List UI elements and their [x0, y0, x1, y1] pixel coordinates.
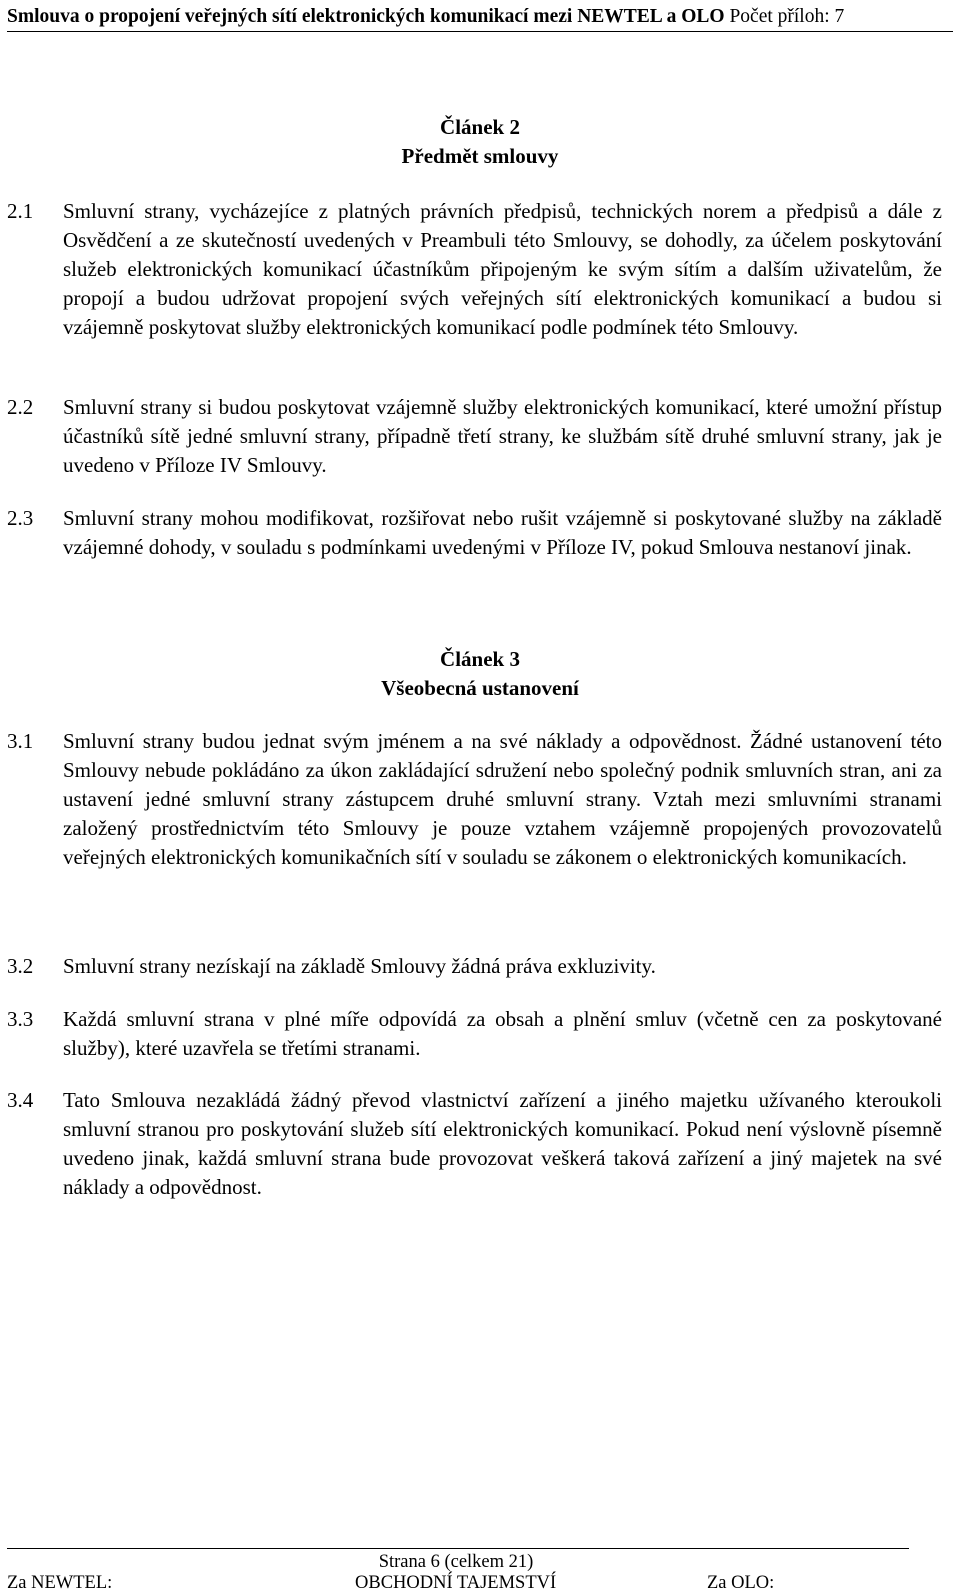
- paragraph-2-3: [7, 504, 942, 562]
- paragraph-number: 2.2: [7, 395, 34, 419]
- paragraph-text: Smluvní strany si budou poskytovat vzájemně služby elektronických komunikací, které umožní přístup účastníků sítě jedné smluvní strany, případně třetí strany, ke službám sítě druhé smluvní strany, jak je uvedeno v Příloze IV Smlouvy.: [63, 395, 942, 477]
- paragraph-3-1: [7, 727, 942, 872]
- article-3-label: Článek 3: [440, 647, 520, 671]
- paragraph-2-2: [7, 393, 942, 480]
- attachments-count: Počet příloh: 7: [729, 6, 845, 27]
- paragraph-number: 3.3: [7, 1007, 34, 1031]
- contract-title: Smlouva o propojení veřejných sítí elektronických komunikací mezi NEWTEL a OLO: [7, 6, 725, 27]
- document-header: [7, 4, 953, 32]
- article-2-label: Článek 2: [440, 115, 520, 139]
- footer-divider: [7, 1548, 909, 1549]
- paragraph-text: Smluvní strany nezískají na základě Smlouvy žádná práva exkluzivity.: [63, 954, 656, 978]
- paragraph-2-1: [7, 197, 942, 342]
- paragraph-text: Každá smluvní strana v plné míře odpovídá za obsah a plnění smluv (včetně cen za poskytované služby), které uzavřela se třetími stranami.: [63, 1007, 942, 1060]
- paragraph-number: 3.2: [7, 954, 34, 978]
- page-number: Strana 6 (celkem 21): [378, 1552, 534, 1572]
- paragraph-text: Tato Smlouva nezakládá žádný převod vlastnictví zařízení a jiného majetku užívaného kteroukoli smluvní stranou pro poskytování služeb sítí elektronických komunikací. Pokud není výslovně písemně uvedeno jinak, každá smluvní strana bude provozovat veškerá taková zařízení a jiný majetek na své náklady a odpovědnost.: [63, 1088, 942, 1199]
- article-2-title: Předmět smlouvy: [401, 144, 559, 168]
- footer-confidential-label: OBCHODNÍ TAJEMSTVÍ: [355, 1573, 557, 1593]
- footer-olo-label: Za OLO:: [707, 1573, 775, 1593]
- paragraph-number: 3.1: [7, 729, 34, 753]
- footer-newtel-label: Za NEWTEL:: [7, 1573, 113, 1593]
- paragraph-number: 2.1: [7, 199, 34, 223]
- paragraph-text: Smluvní strany mohou modifikovat, rozšiřovat nebo rušit vzájemně si poskytované služby na základě vzájemné dohody, v souladu s podmínkami uvedenými v Příloze IV, pokud Smlouva nestanoví jinak.: [63, 506, 942, 559]
- paragraph-3-4: [7, 1086, 942, 1202]
- paragraph-text: Smluvní strany, vycházejíce z platných právních předpisů, technických norem a předpisů a dále z Osvědčení a ze skutečností uvedených v Preambuli této Smlouvy, se dohodly, za účelem poskytování služeb elektronických komunikací účastníkům připojeným ke svým sítím a dalším uživatelům, že propojí a budou udržovat propojení svých veřejných sítí elektronických komunikací a budou si vzájemně poskytovat služby elektronických komunikací podle podmínek této Smlouvy.: [63, 199, 942, 339]
- paragraph-3-3: [7, 1005, 942, 1063]
- article-3-title: Všeobecná ustanovení: [381, 676, 579, 700]
- paragraph-text: Smluvní strany budou jednat svým jménem a na své náklady a odpovědnost. Žádné ustanovení této Smlouvy nebude pokládáno za úkon zakládající sdružení nebo společný podnik smluvních stran, ani za ustavení jedné smluvní strany zástupcem druhé smluvní strany. Vztah mezi smluvními stranami založený prostřednictvím této Smlouvy je pouze vztahem vzájemně propojených provozovatelů veřejných elektronických komunikačních sítí v souladu se zákonem o elektronických komunikacích.: [63, 729, 942, 869]
- paragraph-number: 2.3: [7, 506, 34, 530]
- paragraph-number: 3.4: [7, 1088, 34, 1112]
- paragraph-3-2: [7, 952, 942, 981]
